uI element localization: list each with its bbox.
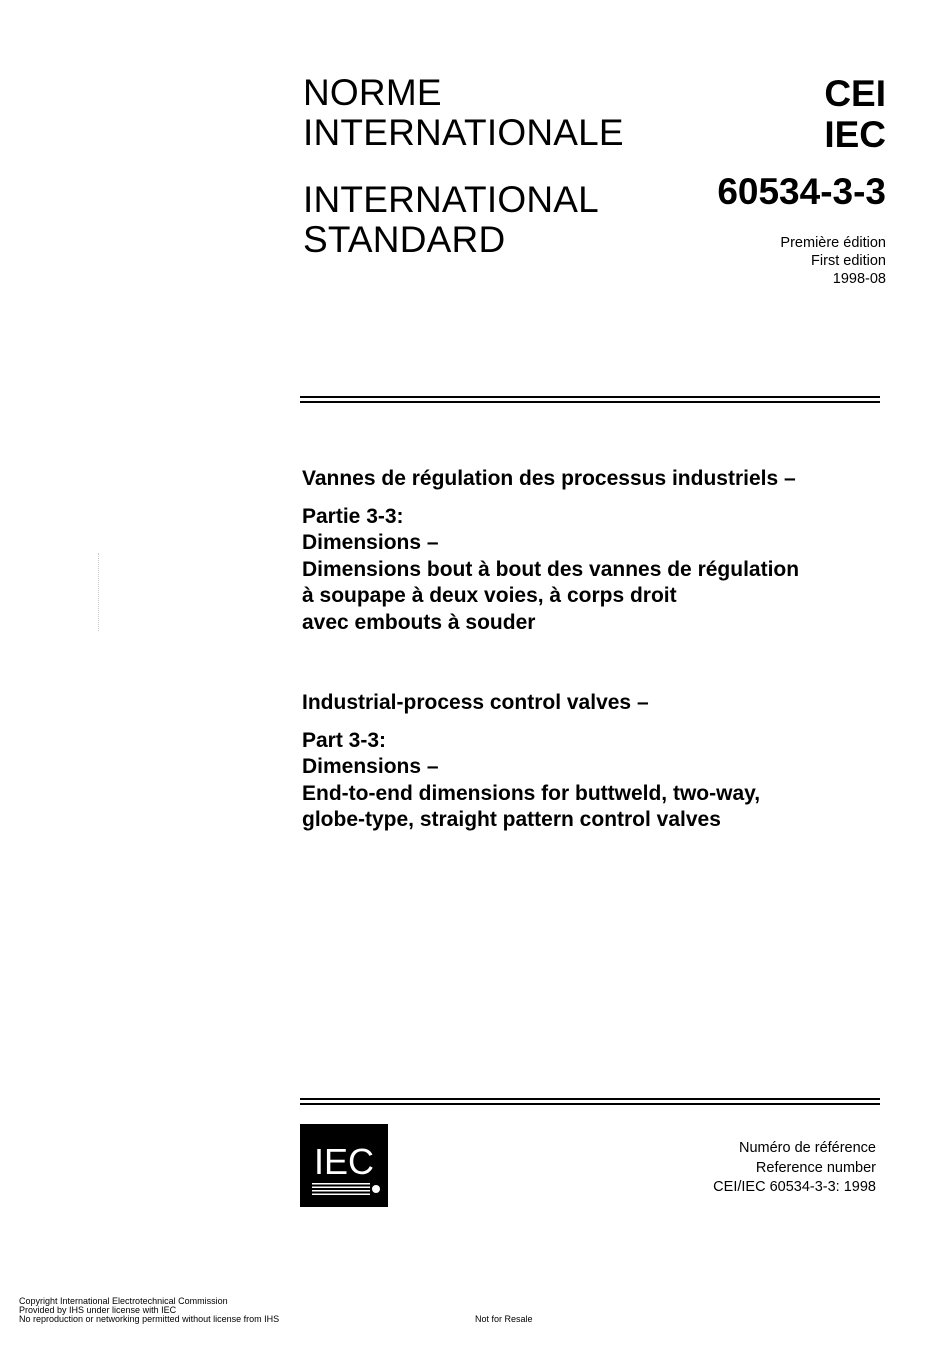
standard-type-fr [303, 73, 624, 153]
title-fr-part-line: Dimensions – [302, 531, 439, 554]
iec-logo-icon [300, 1124, 388, 1207]
title-fr-part-line: à soupape à deux voies, à corps droit [302, 584, 677, 607]
standard-type-fr-line-1: NORME [303, 72, 442, 113]
organization-block [824, 73, 886, 155]
title-en-part-line: Part 3-3: [302, 728, 387, 752]
standard-type-fr-line-2: INTERNATIONALE [303, 112, 624, 153]
title-fr-part-line: Partie 3-3: [302, 504, 404, 528]
footer-line: No reproduction or networking permitted without license from IHS [19, 1314, 280, 1324]
iec-logo [300, 1124, 388, 1207]
edition-date: 1998-08 [832, 271, 886, 287]
title-fr [302, 466, 902, 636]
bottom-rule-1 [300, 1098, 880, 1100]
iec-logo-text: IEC [313, 1141, 375, 1182]
bottom-rule-2 [300, 1103, 880, 1105]
top-rule-1 [300, 396, 880, 398]
title-fr-part-line: avec embouts à souder [302, 610, 536, 634]
title-en-main: Industrial-process control valves – [302, 691, 649, 714]
standard-number: 60534-3-3 [717, 171, 886, 212]
standard-type-en-line-2: STANDARD [303, 219, 506, 260]
top-rule-2 [300, 401, 880, 403]
title-en [302, 690, 902, 834]
standard-type-en-line-1: INTERNATIONAL [303, 179, 599, 220]
edition-fr: Première édition [780, 235, 886, 251]
edition-en: First edition [811, 253, 886, 269]
title-en-part-line: End-to-end dimensions for buttweld, two-way, [302, 781, 761, 805]
title-en-part-line: Dimensions – [302, 755, 439, 778]
title-fr-part-line: Dimensions bout à bout des vannes de régulation [302, 557, 800, 581]
title-en-part-line: globe-type, straight pattern control valves [302, 808, 721, 831]
org-cei: CEI [824, 73, 886, 114]
edition-block [780, 234, 886, 288]
standard-type-en [303, 180, 599, 260]
reference-value: CEI/IEC 60534-3-3: 1998 [713, 1179, 876, 1195]
reference-block [713, 1139, 876, 1198]
footer-copyright [19, 1297, 279, 1324]
org-iec: IEC [824, 114, 886, 155]
reference-label-fr: Numéro de référence [738, 1140, 876, 1156]
reference-label-en: Reference number [755, 1159, 876, 1176]
footer-line: Provided by IHS under license with IEC [19, 1305, 177, 1315]
margin-mark [98, 553, 99, 631]
title-fr-main: Vannes de régulation des processus industriels – [302, 467, 796, 490]
footer-line: Copyright International Electrotechnical Commission [19, 1296, 228, 1306]
footer-resale: Not for Resale [475, 1314, 533, 1324]
